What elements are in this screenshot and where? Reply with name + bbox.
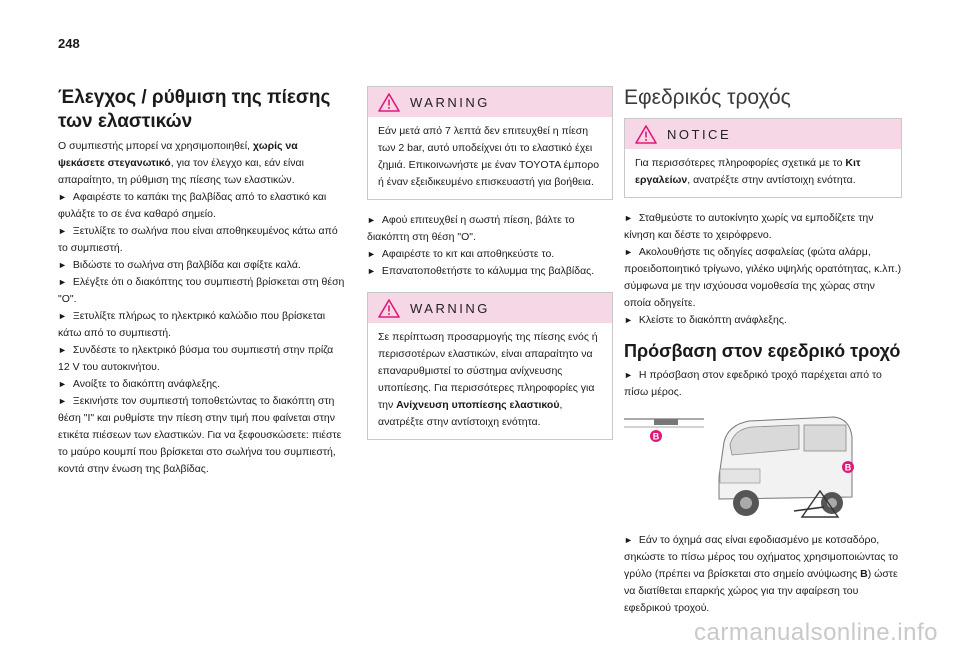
- warning-title: WARNING: [410, 300, 490, 316]
- arrow-icon: ►: [58, 277, 67, 287]
- warning-text: Σε περίπτωση προσαρμογής της πίεσης ενός ή περισσοτέρων ελαστικών, είναι απαραίτητο να επαναρυθμιστεί το σύστημα ανίχνευσης υποπίεσης. Για περισσότερες πληροφορίες για την Ανίχνευση υποπίεσης ελαστικού, ανατρέξτε στην αντίστοιχη ενότητα.: [378, 331, 598, 428]
- step: ► Συνδέστε το ηλεκτρικό βύσμα του συμπιεστή στην πρίζα 12 V του αυτοκινήτου.: [58, 344, 334, 373]
- step: ► Αφαιρέστε το καπάκι της βαλβίδας από το ελαστικό και φυλάξτε το σε ένα καθαρό σημείο.: [58, 191, 327, 220]
- step: ► Βιδώστε το σωλήνα στη βαλβίδα και σφίξτε καλά.: [58, 259, 301, 271]
- page-number: 248: [58, 36, 80, 51]
- warning-text: Εάν μετά από 7 λεπτά δεν επιτευχθεί η πίεση των 2 bar, αυτό υποδείχνει ότι το ελαστικό έχει ζημιά. Επικοινωνήστε με έναν TOYOTA έμπορο ή έναν εξειδικευμένο επισκευαστή για βοήθεια.: [378, 125, 600, 188]
- step: ► Ανοίξτε το διακόπτη ανάφλεξης.: [58, 378, 221, 390]
- section-title-spare-wheel: Εφεδρικός τροχός: [624, 86, 791, 109]
- vehicle-illustration: [624, 407, 854, 522]
- watermark: carmanualsonline.info: [694, 619, 938, 646]
- step: ► Εάν το όχημά σας είναι εφοδιασμένο με κοτσαδόρο, σηκώστε το πίσω μέρος του οχήματος χρησιμοποιώντας το γρύλο (πρέπει να βρίσκεται στο σημείο ανύψωσης B) ώστε να διατίθεται επαρκής χώρος για την αφαίρεση του εφεδρικού τροχού.: [624, 534, 899, 614]
- step: ► Επανατοποθετήστε το κάλυμμα της βαλβίδας.: [367, 265, 595, 277]
- step: ► Κλείστε το διακόπτη ανάφλεξης.: [624, 314, 787, 326]
- step: ► Ξετυλίξτε πλήρως το ηλεκτρικό καλώδιο που βρίσκεται κάτω από το συμπιεστή.: [58, 310, 326, 339]
- step: ► Ακολουθήστε τις οδηγίες ασφαλείας (φώτα αλάρμ, προειδοποιητικό τρίγωνο, γιλέκο υψηλής ορατότητας, κ.λπ.) σύμφωνα με την ισχύουσα νομοθεσία της χώρας στην οποία οδηγείτε.: [624, 246, 902, 309]
- intro-paragraph: Ο συμπιεστής μπορεί να χρησιμοποιηθεί, χωρίς να ψεκάσετε στεγανωτικό, για τον έλεγχο και, εάν είναι απαραίτητο, τη ρύθμιση της πίεσης των ελαστικών.: [58, 140, 304, 186]
- subsection-title-access: Πρόσβαση στον εφεδρικό τροχό: [624, 341, 901, 361]
- warning-title: WARNING: [410, 94, 490, 110]
- step: ► Αφαιρέστε το κιτ και αποθηκεύστε το.: [367, 248, 555, 260]
- arrow-icon: ►: [624, 370, 633, 380]
- step: ► Αφού επιτευχθεί η σωστή πίεση, βάλτε το διακόπτη στη θέση "O".: [367, 214, 575, 243]
- column-3: [624, 86, 902, 617]
- arrow-icon: ►: [58, 226, 67, 236]
- step: ► Η πρόσβαση στον εφεδρικό τροχό παρέχεται από το πίσω μέρος.: [624, 369, 882, 398]
- column-2: [367, 86, 613, 452]
- arrow-icon: ►: [624, 213, 633, 223]
- arrow-icon: ►: [58, 379, 67, 389]
- arrow-icon: ►: [367, 266, 376, 276]
- arrow-icon: ►: [58, 345, 67, 355]
- warning-box-1: [367, 86, 613, 200]
- arrow-icon: ►: [367, 249, 376, 259]
- notice-title: NOTICE: [667, 126, 732, 142]
- arrow-icon: ►: [367, 215, 376, 225]
- step: ► Ελέγξτε ότι ο διακόπτης του συμπιεστή βρίσκεται στη θέση "O".: [58, 276, 345, 305]
- step: ► Σταθμεύστε το αυτοκίνητο χωρίς να εμποδίζετε την κίνηση και δέστε το χειρόφρενο.: [624, 212, 874, 241]
- notice-box: [624, 118, 902, 198]
- van-rear-jack-image: [624, 407, 854, 522]
- arrow-icon: ►: [58, 396, 67, 406]
- arrow-icon: ►: [624, 247, 633, 257]
- step: ► Ξεκινήστε τον συμπιεστή τοποθετώντας το διακόπτη στη θέση "I" και ρυθμίστε την πίεση στην τιμή που φαίνεται στην ετικέτα πιέσεων των ελαστικών. Για να ξεφουσκώσετε: πιέστε το μαύρο κουμπί που βρίσκεται στο σωλήνα του συμπιεστή, κοντά στην ένωση της βαλβίδας.: [58, 395, 342, 475]
- step: ► Ξετυλίξτε το σωλήνα που είναι αποθηκευμένος κάτω από το συμπιεστή.: [58, 225, 338, 254]
- section-title-pressure: Έλεγχος / ρύθμιση της πίεσης των ελαστικών: [58, 87, 331, 132]
- point-b-badge: B: [652, 431, 660, 442]
- column-1: [58, 86, 346, 478]
- warning-box-2: [367, 292, 613, 440]
- arrow-icon: ►: [624, 535, 633, 545]
- warning-triangle-icon: [378, 93, 400, 112]
- arrow-icon: ►: [624, 315, 633, 325]
- arrow-icon: ►: [58, 311, 67, 321]
- arrow-icon: ►: [58, 260, 67, 270]
- notice-triangle-icon: [635, 125, 657, 144]
- warning-triangle-icon: [378, 299, 400, 318]
- point-b-badge: B: [844, 462, 852, 473]
- arrow-icon: ►: [58, 192, 67, 202]
- notice-text: Για περισσότερες πληροφορίες σχετικά με το Κιτ εργαλείων, ανατρέξτε στην αντίστοιχη ενότητα.: [635, 157, 861, 186]
